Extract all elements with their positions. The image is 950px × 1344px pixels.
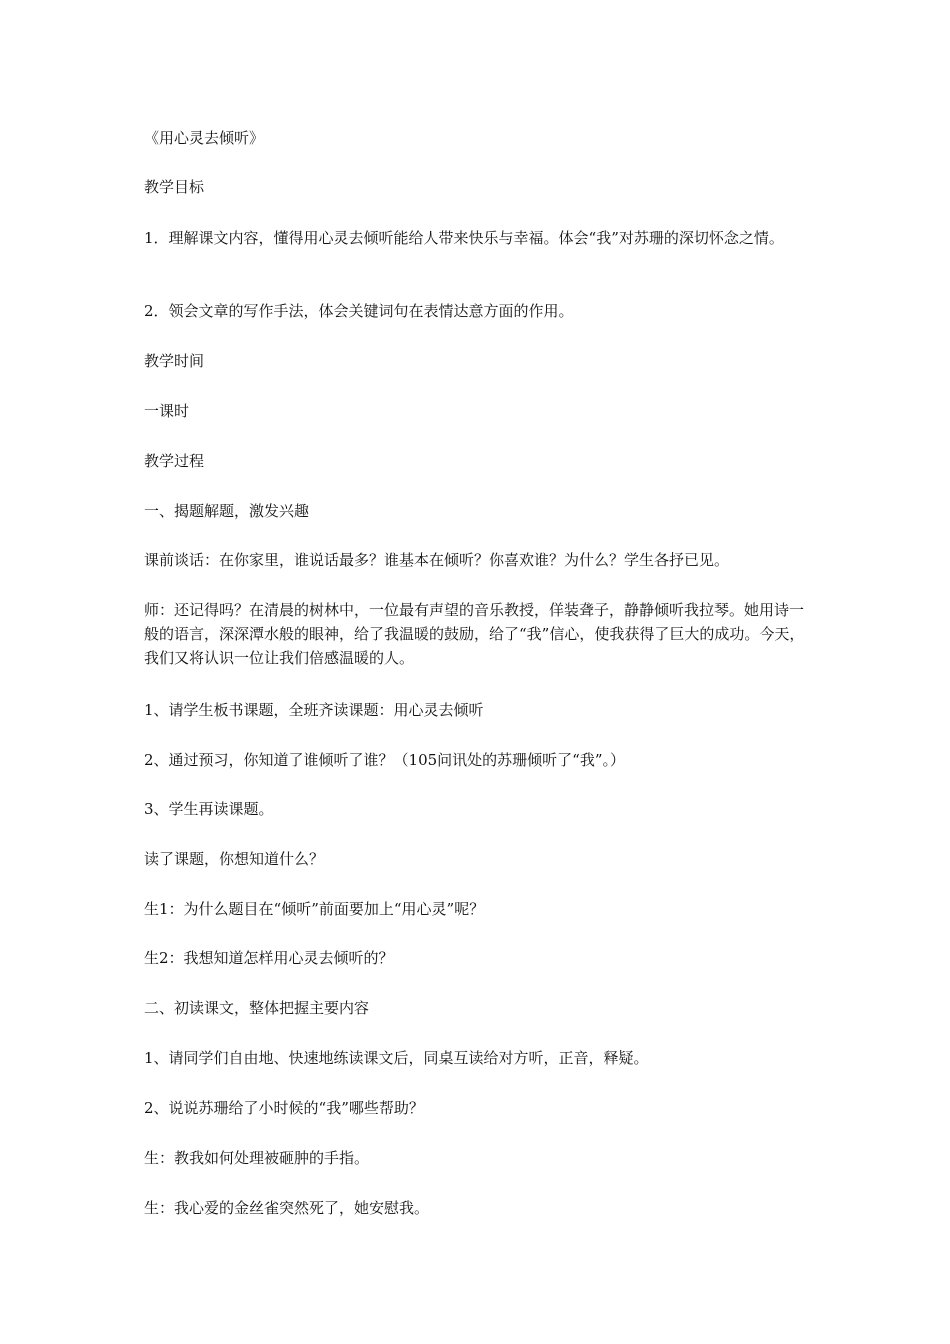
time-value: 一课时 [144, 402, 190, 420]
objective-2: 2．领会文章的写作手法，体会关键词句在表情达意方面的作用。 [144, 302, 574, 320]
teacher-intro: 师：还记得吗？在清晨的树林中，一位最有声望的音乐教授，佯装聋子，静静倾听我拉琴。她用诗一般的语言，深深潭水般的眼神，给了我温暖的鼓励，给了“我”信心，使我获得了巨大的成功。今天，我们又将认识一位让我们倍感温暖的人。 [144, 601, 805, 667]
section-heading-time: 教学时间 [144, 352, 205, 370]
student-answer-1: 生1：为什么题目在“倾听”前面要加上“用心灵”呢？ [144, 900, 485, 918]
student-answer-2: 生2：我想知道怎样用心灵去倾听的？ [144, 949, 394, 967]
step-1-3: 3、学生再读课题。 [144, 800, 274, 818]
section-heading-objectives: 教学目标 [144, 178, 205, 196]
section-heading-process: 教学过程 [144, 452, 205, 470]
step-heading-1: 一、揭题解题，激发兴趣 [144, 502, 310, 520]
question-prompt: 读了课题，你想知道什么？ [144, 850, 325, 868]
student-response-2: 生：我心爱的金丝雀突然死了，她安慰我。 [144, 1199, 430, 1217]
step-2-1: 1、请同学们自由地、快速地练读课文后，同桌互读给对方听，正音，释疑。 [144, 1049, 649, 1067]
document-title: 《用心灵去倾听》 [144, 129, 265, 147]
student-response-1: 生：教我如何处理被砸肿的手指。 [144, 1149, 370, 1167]
step-1-1: 1、请学生板书课题，全班齐读课题：用心灵去倾听 [144, 701, 484, 719]
objective-1: 1．理解课文内容，懂得用心灵去倾听能给人带来快乐与幸福。体会“我”对苏珊的深切怀念之情。 [144, 229, 784, 247]
step-1-2: 2、通过预习，你知道了谁倾听了谁？（105问讯处的苏珊倾听了“我”。） [144, 751, 626, 769]
step-2-2: 2、说说苏珊给了小时候的“我”哪些帮助？ [144, 1099, 424, 1117]
pre-class-talk: 课前谈话：在你家里，谁说话最多？谁基本在倾听？你喜欢谁？为什么？学生各抒已见。 [144, 551, 730, 569]
step-heading-2: 二、初读课文，整体把握主要内容 [144, 999, 370, 1017]
